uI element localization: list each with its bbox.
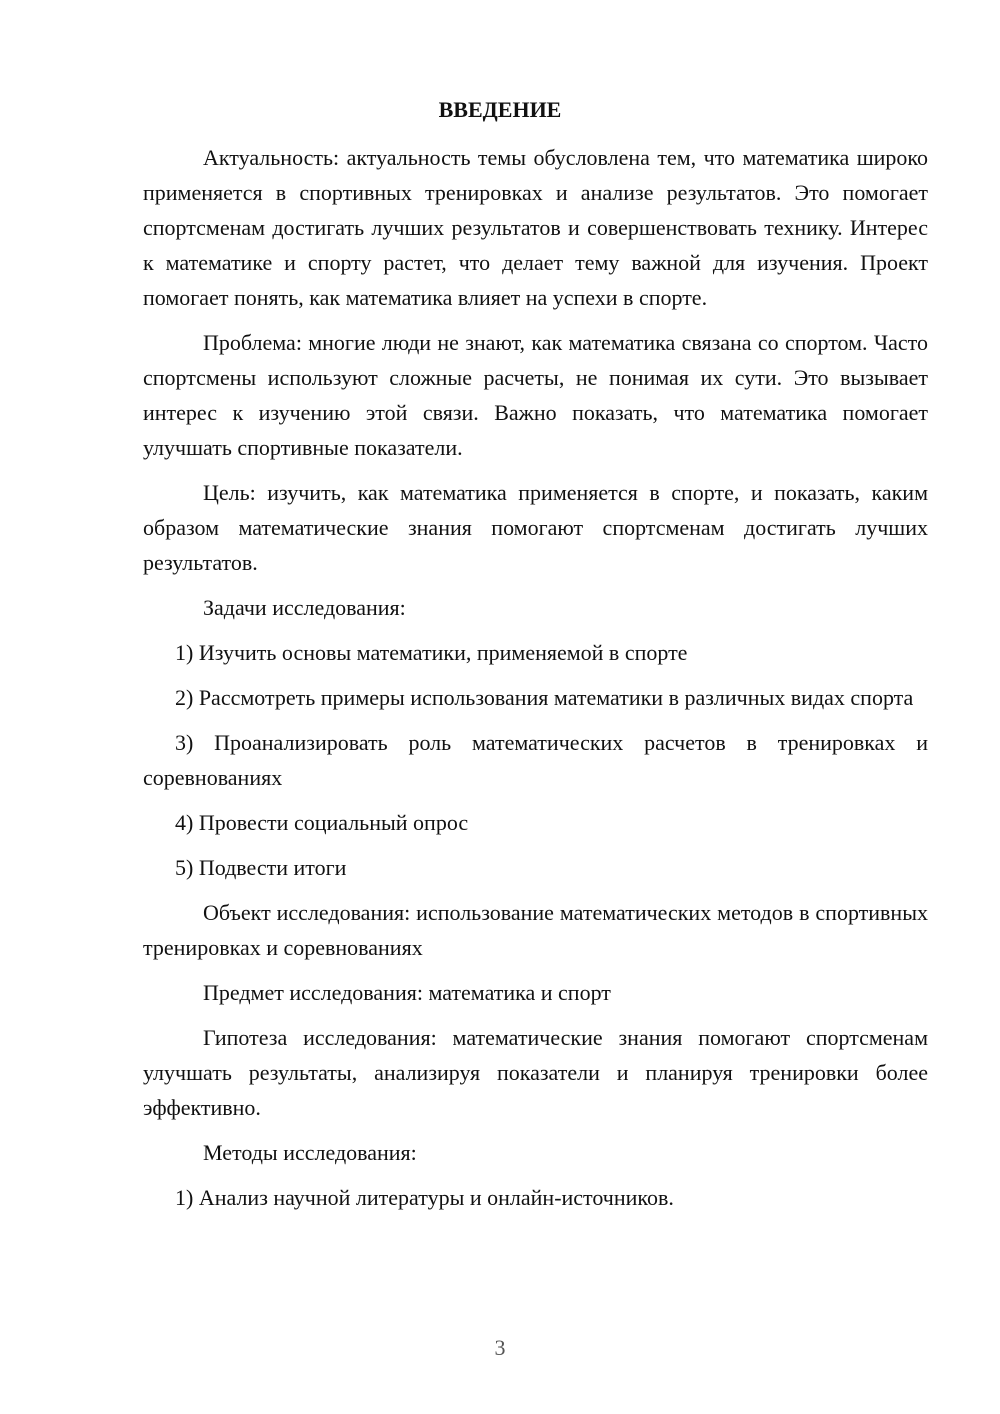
paragraph-goal: Цель: изучить, как математика применяется в спорте, и показать, каким образом математические знания помогают спортсменам достигать лучших результатов. [143,480,928,575]
paragraph-tasks-heading: Задачи исследования: [203,595,406,620]
paragraph-problem: Проблема: многие люди не знают, как математика связана со спортом. Часто спортсмены используют сложные расчеты, не понимая их сути. Это вызывает интерес к изучению этой связи. Важно показать, что математика помогает улучшать спортивные показатели. [143,330,928,460]
page-title: ВВЕДЕНИЕ [438,97,562,122]
paragraph-object: Объект исследования: использование математических методов в спортивных тренировках и соревнованиях [143,900,928,960]
list-item-method-1: 1) Анализ научной литературы и онлайн-источников. [175,1185,674,1210]
body-text [143,140,928,1225]
page-number: 3 [494,1335,506,1360]
paragraph-methods-heading: Методы исследования: [203,1140,417,1165]
list-item-task-2: 2) Рассмотреть примеры использования математики в различных видах спорта [175,685,914,710]
list-item-task-1: 1) Изучить основы математики, применяемой в спорте [175,640,688,665]
paragraph-hypothesis: Гипотеза исследования: математические знания помогают спортсменам улучшать результаты, анализируя показатели и планируя тренировки более эффективно. [143,1025,928,1120]
paragraph-subject: Предмет исследования: математика и спорт [203,980,611,1005]
list-item-task-3: 3) Проанализировать роль математических расчетов в тренировках и соревнованиях [143,730,928,790]
paragraph-relevance: Актуальность: актуальность темы обусловлена тем, что математика широко применяется в спортивных тренировках и анализе результатов. Это помогает спортсменам достигать лучших результатов и совершенствовать технику. Интерес к математике и спорту растет, что делает тему важной для изучения. Проект помогает понять, как математика влияет на успехи в спорте. [143,145,928,310]
list-item-task-4: 4) Провести социальный опрос [175,810,469,835]
list-item-task-5: 5) Подвести итоги [175,855,347,880]
